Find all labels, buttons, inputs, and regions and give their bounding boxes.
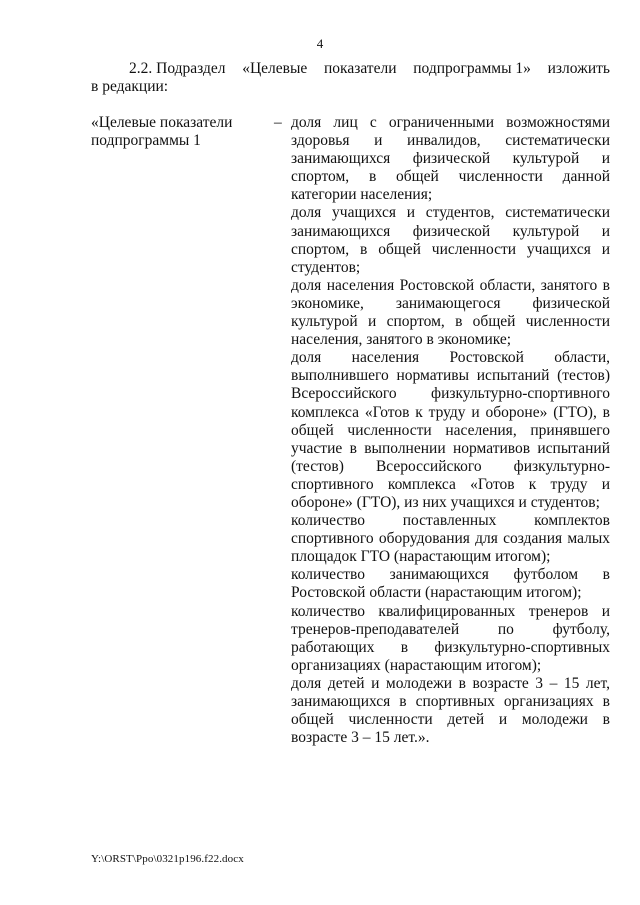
indicator-item: доля учащихся и студентов, систематически занимающихся физической культурой и спортом, в общей численности учащихся и студентов; — [291, 204, 610, 276]
intro-line-1 — [91, 60, 610, 78]
indicator-item: количество занимающихся футболом в Ростовской области (нарастающим итогом); — [291, 566, 610, 602]
intro-word: показатели — [323, 60, 397, 77]
intro-word: подпрограммы 1» — [413, 60, 531, 77]
intro-word: 2.2. Подраздел — [129, 60, 226, 77]
indicator-item: доля населения Ростовской области, занятого в экономике, занимающегося физической культурой и спортом, в общей численности населения, занятого в экономике; — [291, 276, 610, 349]
indicator-item: доля лиц с ограниченными возможностями здоровья и инвалидов, систематически занимающихся физической культурой и спортом, в общей численности данной категории населения; — [291, 114, 610, 204]
indicator-item: доля детей и молодежи в возрасте 3 – 15 лет, занимающихся в спортивных организациях в общей численности детей и молодежи в возрасте 3 – 15 лет.». — [291, 674, 610, 747]
intro-paragraph — [91, 60, 610, 96]
indicator-item: количество квалифицированных тренеров и тренеров-преподавателей по футболу, работающих в физкультурно-спортивных организациях (нарастающим итогом); — [291, 602, 610, 674]
indicators-list — [291, 114, 610, 747]
dash-separator: – — [274, 114, 282, 131]
indicator-item: количество поставленных комплектов спортивного оборудования для создания малых площадок ГТО (нарастающим итогом); — [291, 512, 610, 566]
page-number: 4 — [316, 36, 324, 51]
intro-word: изложить — [547, 60, 610, 77]
indicators-table — [91, 114, 610, 747]
indicators-row — [91, 114, 610, 747]
indicator-item: доля населения Ростовской области, выполнившего нормативы испытаний (тестов) Всероссийского физкультурно-спортивного комплекса «Готов к труду и обороне» (ГТО), в общей численности населения, принявшего участие в выполнении нормативов испытаний (тестов) Всероссийского физкультурно-спортивного комплекса «Готов к труду и обороне» (ГТО), из них учащихся и студентов; — [291, 349, 610, 511]
indicators-label: «Целевые показатели подпрограммы 1 — [91, 114, 233, 150]
intro-line-2: в редакции: — [91, 78, 169, 95]
intro-word: «Целевые — [242, 60, 308, 77]
footer-file-path: Y:\ORST\Ppo\0321p196.f22.docx — [91, 853, 244, 865]
